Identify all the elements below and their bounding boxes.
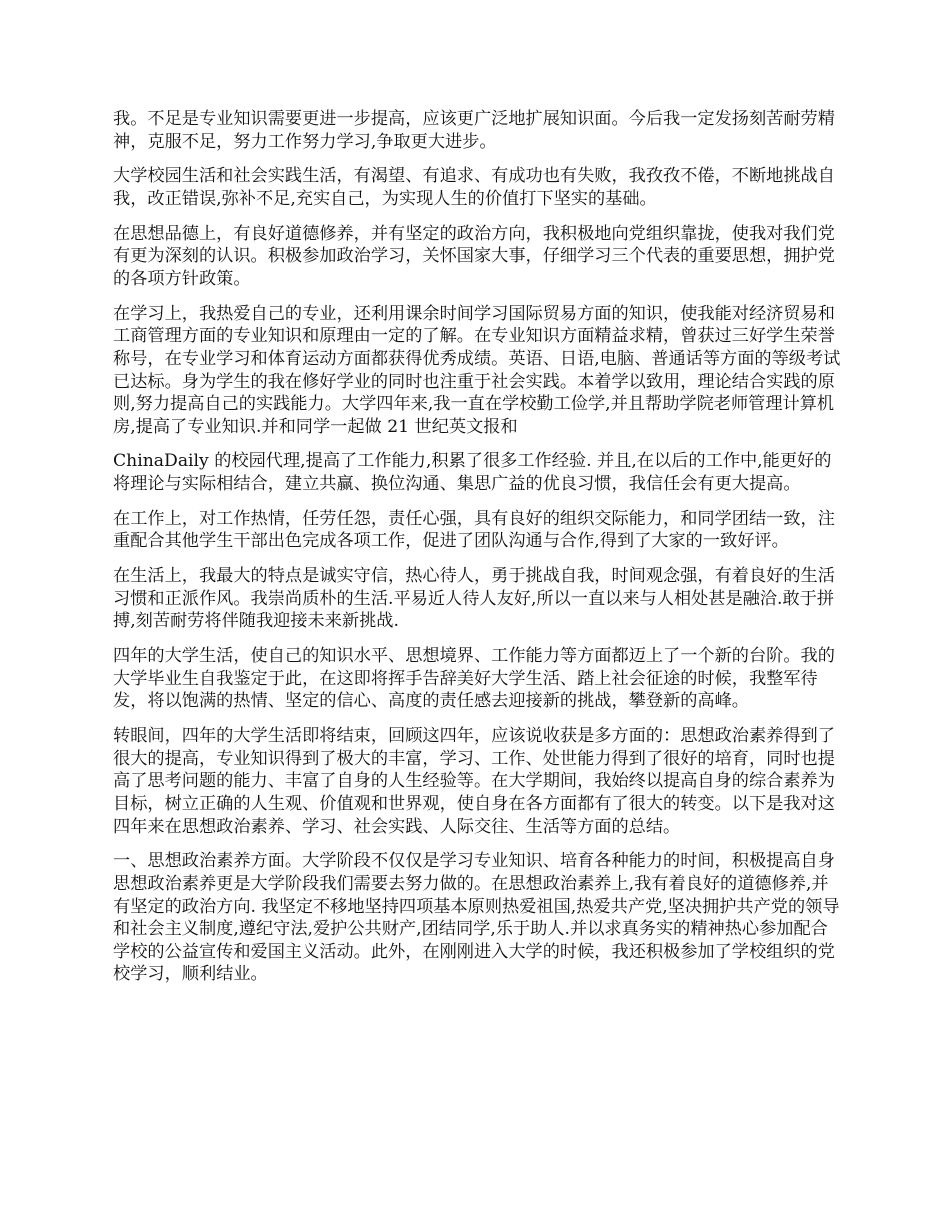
paragraph-5: ChinaDaily 的校园代理,提高了工作能力,积累了很多工作经验. 并且,在以后的工作中,能更好的将理论与实际相结合，建立共赢、换位沟通、集思广益的优良习惯，我信任会有更大提高。 — [113, 451, 832, 495]
paragraph-1: 我。不足是专业知识需要更进一步提高，应该更广泛地扩展知识面。今后我一定发扬刻苦耐劳精神，克服不足，努力工作努力学习,争取更大进步。 — [113, 109, 835, 152]
paragraph-9: 转眼间，四年的大学生活即将结束，回顾这四年，应该说收获是多方面的：思想政治素养得到了很大的提高，专业知识得到了极大的丰富，学习、工作、处世能力得到了很好的培育，同时也提高了思考问题的能力、丰富了自身的人生经验等。在大学期间，我始终以提高自身的综合素养为目标，树立正确的人生观、价值观和世界观，使自身在各方面都有了很大的转变。以下是我对这四年来在思想政治素养、学习、社会实践、人际交往、生活等方面的总结。 — [113, 726, 835, 837]
paragraph-2: 大学校园生活和社会实践生活，有渴望、有追求、有成功也有失败，我孜孜不倦，不断地挑战自我，改正错误,弥补不足,充实自己，为实现人生的价值打下坚实的基础。 — [113, 166, 835, 209]
paragraph-3: 在思想品德上，有良好道德修养，并有坚定的政治方向，我积极地向党组织靠拢，使我对我们党有更为深刻的认识。积极参加政治学习，关怀国家大事，仔细学习三个代表的重要思想，拥护党的各项方针政策。 — [113, 223, 835, 289]
paragraph-4: 在学习上，我热爱自己的专业，还利用课余时间学习国际贸易方面的知识，使我能对经济贸易和工商管理方面的专业知识和原理由一定的了解。在专业知识方面精益求精，曾获过三好学生荣誉称号，在专业学习和体育运动方面都获得优秀成绩。英语、日语,电脑、普通话等方面的等级考试已达标。身为学生的我在修好学业的同时也注重于社会实践。本着学以致用，理论结合实践的原则,努力提高自己的实践能力。大学四年来,我一直在学校勤工俭学,并且帮助学院老师管理计算机房,提高了专业知识.并和同学一起做 21 世纪英文报和 — [113, 303, 841, 437]
paragraph-6: 在工作上，对工作热情，任劳任怨，责任心强，具有良好的组织交际能力，和同学团结一致，注重配合其他学生干部出色完成各项工作，促进了团队沟通与合作,得到了大家的一致好评。 — [113, 508, 835, 552]
document-page — [113, 108, 843, 998]
paragraph-8: 四年的大学生活，使自己的知识水平、思想境界、工作能力等方面都迈上了一个新的台阶。我的大学毕业生自我鉴定于此，在这即将挥手告辞美好大学生活、踏上社会征途的时候，我整军待发，将以饱满的热情、坚定的信心、高度的责任感去迎接新的挑战，攀登新的高峰。 — [113, 646, 835, 712]
paragraph-7: 在生活上，我最大的特点是诚实守信，热心待人，勇于挑战自我，时间观念强，有着良好的生活习惯和正派作风。我崇尚质朴的生活.平易近人待人友好,所以一直以来与人相处甚是融洽.敢于拼搏,刻苦耐劳将伴随我迎接未来新挑战. — [113, 566, 835, 632]
paragraph-10: 一、思想政治素养方面。大学阶段不仅仅是学习专业知识、培育各种能力的时间，积极提高自身思想政治素养更是大学阶段我们需要去努力做的。在思想政治素养上,我有着良好的道德修养,并有坚定的政治方向. 我坚定不移地坚持四项基本原则热爱祖国,热爱共产党,坚决拥护共产党的领导和社会主义制度,遵纪守法,爱护公共财产,团结同学,乐于助人.并以求真务实的精神热心参加配合学校的公益宣传和爱国主义活动。此外，在刚刚进入大学的时候，我还积极参加了学校组织的党校学习，顺利结业。 — [113, 851, 840, 985]
